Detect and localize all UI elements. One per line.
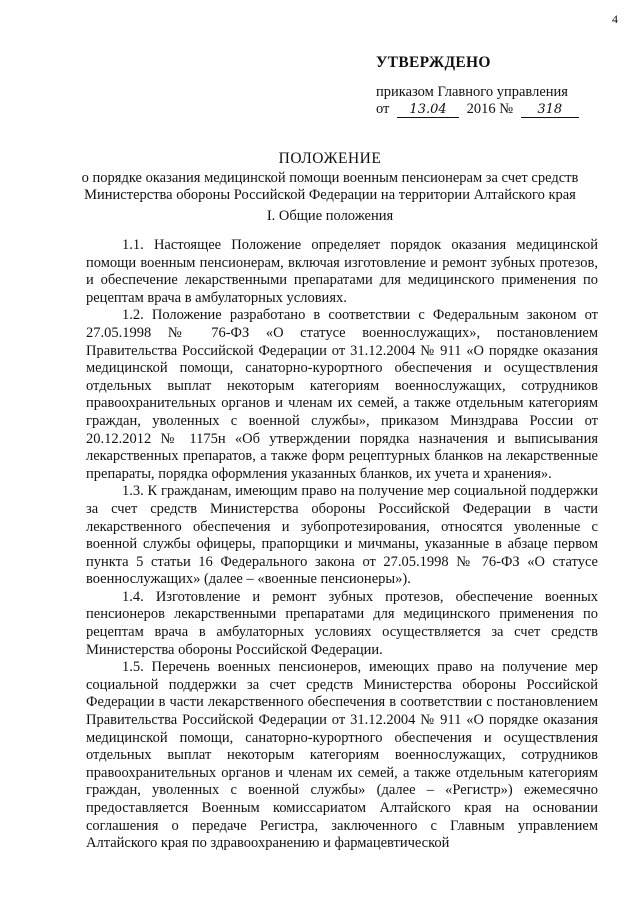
handwritten-date: 13.04	[397, 103, 459, 118]
paragraph-1-5: 1.5. Перечень военных пенсионеров, имеющих право на получение мер социальной поддержки за счет средств Министерства обороны Российской Федерации в части лекарственного обеспечения в соответствии с постановлением Правительства Российской Федерации от 31.12.2004 № 911 «О порядке оказания медицинской помощи, санаторно-курортного обеспечения и осуществления отдельных выплат некоторым категориям военнослужащих, сотрудников правоохранительных органов и членам их семей, а также отдельным категориям граждан, уволенных с военной службы» (далее – «Регистр») ежемесячно предоставляется Военным комиссариатом Алтайского края на основании соглашения о передаче Регистра, заключенного с Главным управлением Алтайского края по здравоохранению и фармацевтической	[86, 659, 598, 852]
paragraph-1-2: 1.2. Положение разработано в соответствии с Федеральным законом от 27.05.1998 № 76-ФЗ «О статусе военнослужащих», постановлением Правительства Российской Федерации от 31.12.2004 № 911 «О порядке оказания медицинской помощи, санаторно-курортного обеспечения и осуществления отдельных выплат некоторым категориям военнослужащих, сотрудников правоохранительных органов и членам их семей, а также отдельным категориям граждан, уволенных с военной службы», приказом Минздрава России от 20.12.2012 № 1175н «Об утверждении порядка назначения и выписывания лекарственных препаратов, а также форм рецептурных бланков на лекарственные препараты, порядка оформления указанных бланков, их учета и хранения».	[86, 307, 598, 482]
paragraph-1-4: 1.4. Изготовление и ремонт зубных протезов, обеспечение военных пенсионеров лекарственными препаратами для медицинского применения по рецептам врача в амбулаторных условиях осуществляется за счет средств Министерства обороны Российской Федерации.	[86, 588, 598, 658]
document-title: ПОЛОЖЕНИЕ	[278, 150, 382, 167]
date-prefix: от	[376, 101, 390, 117]
handwritten-order-number: 318	[521, 103, 579, 118]
document-subtitle-line-2: Министерства обороны Российской Федерации на территории Алтайского края	[84, 186, 576, 203]
year-text: 2016 №	[466, 101, 514, 117]
section-title: I. Общие положения	[266, 208, 394, 224]
paragraph-1-3: 1.3. К гражданам, имеющим право на получение мер социальной поддержки за счет средств Министерства обороны Российской Федерации в части лекарственного обеспечения и зубопротезирования, относятся уволенные с военной службы офицеры, прапорщики и мичманы, указанные в абзаце первом пункта 5 статьи 16 Федерального закона от 27.05.1998 № 76-ФЗ «О статусе военнослужащих» (далее – «военные пенсионеры»).	[86, 483, 598, 588]
paragraph-1-1: 1.1. Настоящее Положение определяет порядок оказания медицинской помощи военным пенсионерам, включая изготовление и ремонт зубных протезов, и обеспечение лекарственными препаратами для медицинского применения по рецептам врача в амбулаторных условиях.	[86, 237, 598, 306]
page-number: 4	[612, 12, 618, 26]
approval-order-line: приказом Главного управления	[376, 84, 568, 100]
document-body	[86, 237, 598, 853]
approved-heading: УТВЕРЖДЕНО	[376, 54, 491, 71]
document-subtitle-line-1: о порядке оказания медицинской помощи военным пенсионерам за счет средств	[81, 170, 579, 186]
document-title-block	[60, 150, 600, 203]
approval-date-line	[376, 101, 606, 118]
approval-stamp	[376, 54, 606, 118]
